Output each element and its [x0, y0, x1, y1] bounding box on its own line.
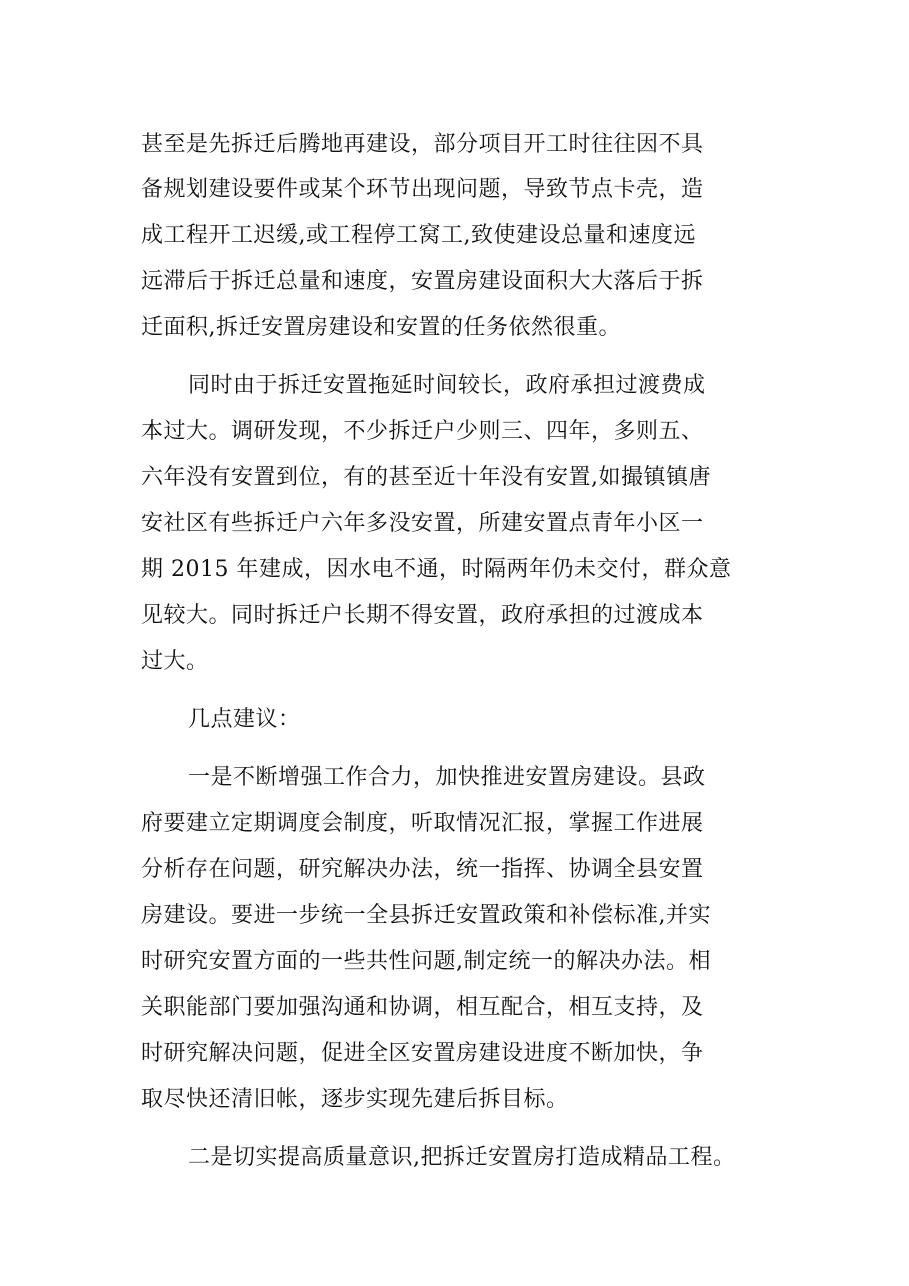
text-line-5: 迁面积,拆迁安置房建设和安置的任务依然很重。: [141, 315, 621, 340]
text-line-19: 关职能部门要加强沟通和协调，相互配合，相互支持，及: [141, 995, 704, 1020]
text-line-15: 府要建立定期调度会制度，听取情况汇报，掌握工作进展: [141, 811, 704, 836]
text-line-3: 成工程开工迟缓,或工程停工窝工,致使建设总量和速度远: [141, 223, 696, 248]
text-line-17: 房建设。要进一步统一全县拆迁安置政策和补偿标准,并实: [141, 903, 711, 928]
text-line-18: 时研究安置方面的一些共性问题,制定统一的解决办法。相: [141, 949, 711, 974]
paragraph-2-first-line: 同时由于拆迁安置拖延时间较长，政府承担过渡费成: [188, 373, 706, 398]
text-line-11: 见较大。同时拆迁户长期不得安置，政府承担的过渡成本: [141, 603, 704, 628]
text-line-4: 远滞后于拆迁总量和速度，安置房建设面积大大落后于拆: [141, 269, 704, 294]
text-line-20: 时研究解决问题，促进全区安置房建设进度不断加快，争: [141, 1041, 704, 1066]
section-heading: 几点建议：: [188, 707, 301, 732]
paragraph-5-first-line: 二是切实提高质量意识,把拆迁安置房打造成精品工程。: [188, 1145, 736, 1170]
text-line-2: 备规划建设要件或某个环节出现问题，导致节点卡壳，造: [141, 177, 704, 202]
text-line-10: 期 2015 年建成，因水电不通，时隔两年仍未交付，群众意: [141, 557, 732, 582]
text-line-21: 取尽快还清旧帐，逐步实现先建后拆目标。: [141, 1087, 569, 1112]
text-line-8: 六年没有安置到位，有的甚至近十年没有安置,如撮镇镇唐: [141, 465, 711, 490]
text-line-9: 安社区有些拆迁户六年多没安置，所建安置点青年小区一: [141, 511, 704, 536]
text-line-1: 甚至是先拆迁后腾地再建设，部分项目开工时往往因不具: [141, 132, 704, 157]
text-line-7: 本过大。调研发现，不少拆迁户少则三、四年，多则五、: [141, 419, 704, 444]
paragraph-4-first-line: 一是不断增强工作合力，加快推进安置房建设。县政: [188, 765, 706, 790]
text-line-16: 分析存在问题，研究解决办法，统一指挥、协调全县安置: [141, 857, 704, 882]
text-line-12: 过大。: [141, 649, 209, 674]
